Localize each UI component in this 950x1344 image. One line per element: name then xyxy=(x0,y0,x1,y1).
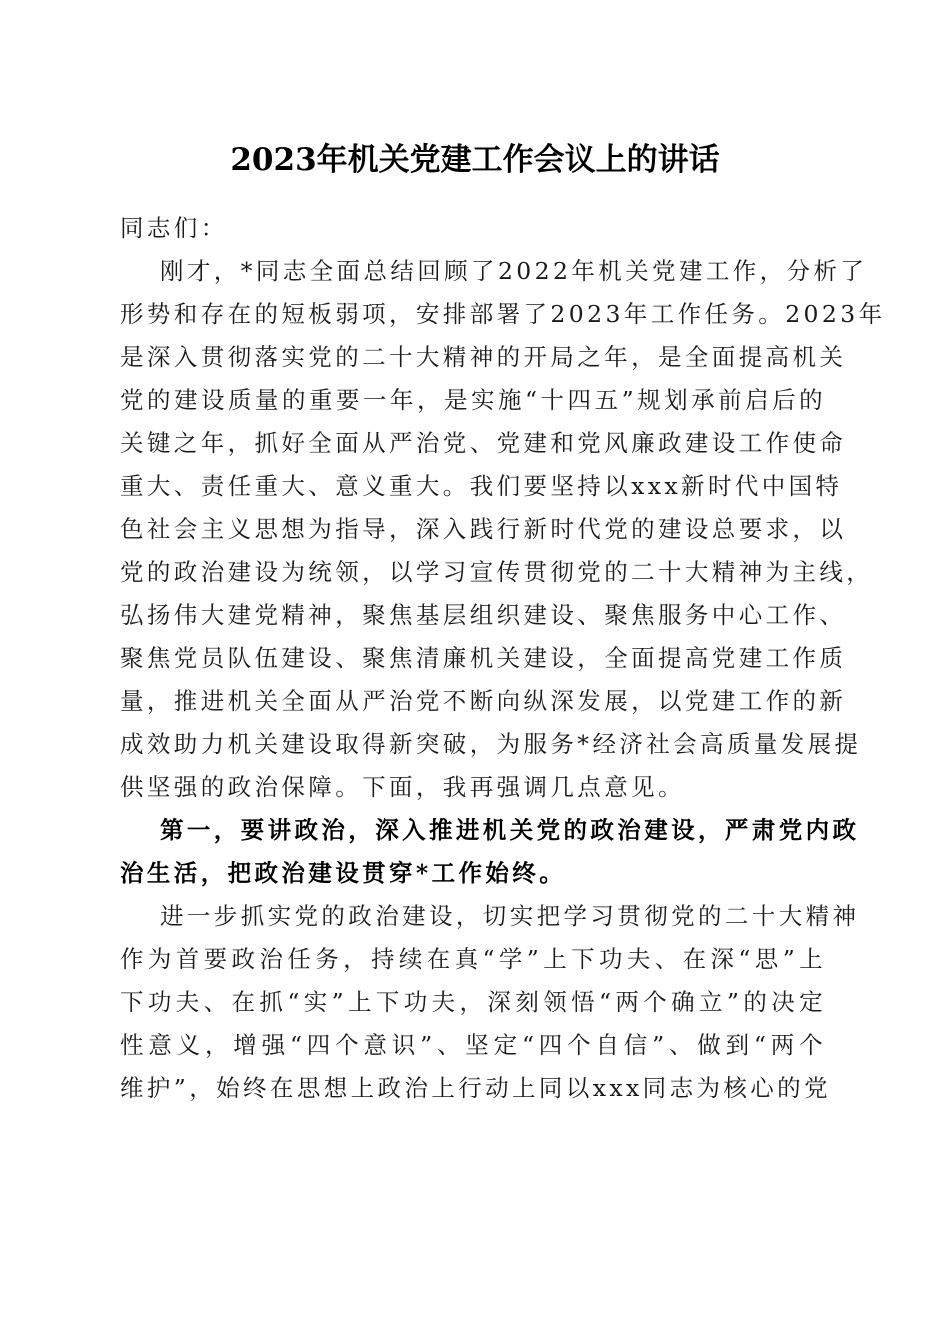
paragraph-line: 关键之年，抓好全面从严治党、党建和党风廉政建设工作使命 xyxy=(120,429,847,457)
paragraph-line: 供坚强的政治保障。下面，我再强调几点意见。 xyxy=(120,773,685,801)
paragraph-line: 维护”，始终在思想上政治上行动上同以xxx同志为核心的党 xyxy=(120,1074,831,1102)
salutation: 同志们： xyxy=(120,214,228,242)
paragraph-line: 作为首要政治任务，持续在真“学”上下功夫、在深“思”上 xyxy=(120,945,826,973)
paragraph-line: 进一步抓实党的政治建设，切实把学习贯彻党的二十大精神 xyxy=(160,902,860,930)
paragraph-line: 成效助力机关建设取得新突破，为服务*经济社会高质量发展提 xyxy=(120,730,862,758)
heading-line: 第一，要讲政治，深入推进机关党的政治建设，严肃党内政 xyxy=(160,816,860,844)
paragraph-political-building xyxy=(120,895,860,1110)
paragraph-line: 刚才，*同志全面总结回顾了2022年机关党建工作，分析了 xyxy=(160,257,868,285)
heading-line: 治生活，把政治建设贯穿*工作始终。 xyxy=(120,859,567,887)
paragraph-line: 形势和存在的短板弱项，安排部署了2023年工作任务。2023年 xyxy=(120,300,886,328)
paragraph-line: 党的建设质量的重要一年，是实施“十四五”规划承前启后的 xyxy=(120,386,826,414)
paragraph-line: 聚焦党员队伍建设、聚焦清廉机关建设，全面提高党建工作质 xyxy=(120,644,847,672)
paragraph-line: 党的政治建设为统领，以学习宣传贯彻党的二十大精神为主线， xyxy=(120,558,874,586)
document-title: 2023年机关党建工作会议上的讲话 xyxy=(230,142,720,178)
paragraph-intro xyxy=(120,250,886,809)
paragraph-line: 下功夫、在抓“实”上下功夫，深刻领悟“两个确立”的决定 xyxy=(120,988,826,1016)
paragraph-line: 性意义，增强“四个意识”、坚定“四个自信”、做到“两个 xyxy=(120,1031,826,1059)
document-body xyxy=(120,207,886,1110)
paragraph-line: 色社会主义思想为指导，深入践行新时代党的建设总要求，以 xyxy=(120,515,847,543)
paragraph-line: 量，推进机关全面从严治党不断向纵深发展，以党建工作的新 xyxy=(120,687,847,715)
paragraph-line: 弘扬伟大建党精神，聚焦基层组织建设、聚焦服务中心工作、 xyxy=(120,601,847,629)
paragraph-line: 是深入贯彻落实党的二十大精神的开局之年，是全面提高机关 xyxy=(120,343,847,371)
section-heading-first xyxy=(120,809,860,895)
paragraph-line: 重大、责任重大、意义重大。我们要坚持以xxx新时代中国特 xyxy=(120,472,843,500)
